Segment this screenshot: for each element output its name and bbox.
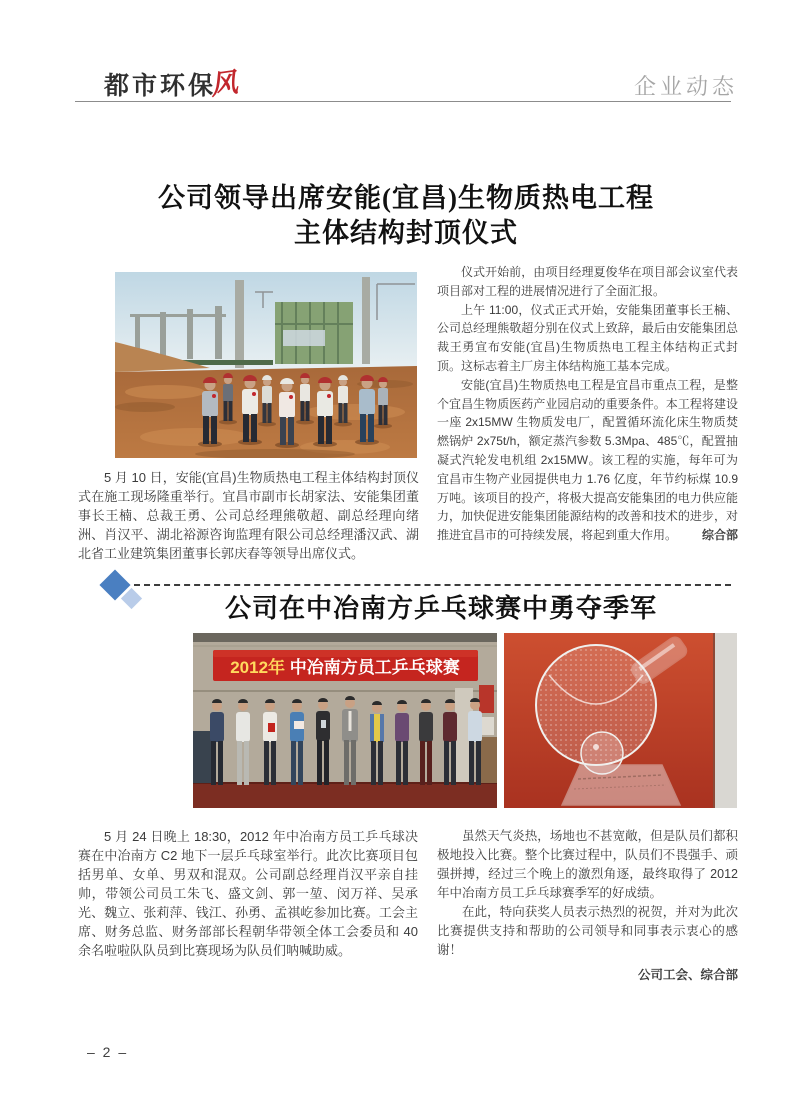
article1-paragraph-1: 仪式开始前，由项目经理夏俊华在项目部会议室代表项目部对工程的进展情况进行了全面汇报。 <box>437 265 738 298</box>
trophy-base <box>562 765 680 805</box>
article2-right-paragraph-1: 虽然天气炎热，场地也不甚宽敞，但是队员们都积极地投入比赛。整个比赛过程中，队员们不畏强手、顽强拼搏，经过三个晚上的激烈角逐，最终取得了 2012 年中冶南方员工乒乓球赛季军的好成绩。 <box>437 829 738 900</box>
article1-title-line1: 公司领导出席安能(宜昌)生物质热电工程 <box>158 183 654 213</box>
group-photo <box>193 633 497 808</box>
construction-site-photo <box>115 272 417 458</box>
article2-right-paragraph-2: 在此，特向获奖人员表示热烈的祝贺，并对为此次比赛提供支持和帮助的公司领导和同事表示衷心的感谢！ <box>437 905 738 957</box>
section-label: 企业动态 <box>633 74 738 99</box>
dashed-divider <box>134 584 731 586</box>
article1-paragraph-2: 上午 11:00，仪式正式开始，安能集团董事长王楠、公司总经理熊敬超分别在仪式上致辞，最后由安能集团总裁王勇宣布安能(宜昌)生物质热电工程主体结构正式封顶。这标志着主厂房主体结构施工基本完成。 <box>437 302 738 373</box>
banner-year-text: 2012年 <box>230 658 286 677</box>
article1-caption-column <box>78 468 419 563</box>
banner-title-text: 中冶南方员工乒乓球赛 <box>289 658 460 677</box>
article2-signature: 公司工会、综合部 <box>637 968 738 982</box>
article1-title <box>75 181 737 251</box>
article1-body-column <box>437 263 738 545</box>
svg-text:2012年 中冶南方员工乒乓球赛 <box>230 657 460 677</box>
article2-title: 公司在中冶南方乒乓球赛中勇夺季军 <box>224 594 657 623</box>
article1-signature: 综合部 <box>701 528 738 543</box>
article1-paragraph-3: 安能(宜昌)生物质热电工程是宜昌市重点工程，是整个宜昌生物质医药产业园启动的重要条件。本工程将建设一座 2x15MW 生物质发电厂，配置循环流化床生物质焚燃锅炉 2x75t/h，额定蒸汽参数 5.3Mpa、485℃，配置抽凝式汽轮发电机组 2x15MW。该工程的实施，每年可为宜昌市生物产业园提供电力 1.76 亿度，年节约标煤 10.9 万吨。该项目的投产，将极大提高安能集团的电力供应能力，加快促进安能集团能源结构的改善和技术的进步，对推进宜昌市的可持续发展，将起到重大作用。 <box>437 377 738 543</box>
event-banner <box>213 650 478 681</box>
brand-logo: 都市环保 <box>104 72 217 100</box>
logo-flourish-icon: 风 <box>208 67 240 101</box>
article1-caption: 5 月 10 日，安能(宜昌)生物质热电工程主体结构封顶仪式在施工现场隆重举行。宜昌市副市长胡家法、安能集团董事长王楠、总裁王勇、公司总经理熊敬超、副总经理向绪洲、肖汉平、湖北裕源咨询监理有限公司总经理潘汉武、湖北省工业建筑集团董事长郭庆春等领导出席仪式。 <box>78 470 419 561</box>
header-divider <box>75 101 731 102</box>
article2-left-column <box>78 827 418 960</box>
article1-title-line2: 主体结构封顶仪式 <box>294 218 518 248</box>
page-number: – 2 – <box>87 1044 129 1060</box>
article2-right-column <box>437 827 738 985</box>
trophy-photo <box>504 633 737 808</box>
article2-left-paragraph: 5 月 24 日晚上 18:30，2012 年中冶南方员工乒乓球决赛在中冶南方 C2 地下一层乒乓球室举行。此次比赛项目包括男单、女单、男双和混双。公司副总经理肖汉平亲自挂帅，带领公司员工朱飞、盛文剑、郭一堃、闵万祥、吴承光、魏立、张莉萍、钱江、孙勇、孟祺屹参加比赛。工会主席、财务总监、财务部部长程朝华带领全体工会委员和 40 余名啦啦队队员到比赛现场为队员们呐喊助威。 <box>78 829 418 958</box>
